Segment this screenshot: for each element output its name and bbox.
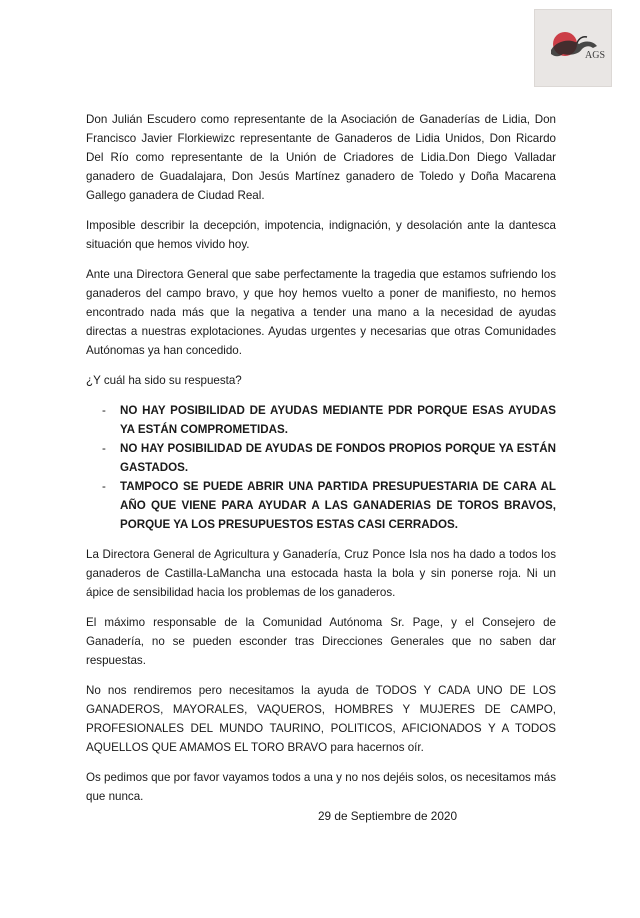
list-item-text: NO HAY POSIBILIDAD DE AYUDAS DE FONDOS PROPIOS PORQUE YA ESTÁN GASTADOS. (120, 442, 556, 474)
list-item-text: TAMPOCO SE PUEDE ABRIR UNA PARTIDA PRESUPUESTARIA DE CARA AL AÑO QUE VIENE PARA AYUDAR A LAS GANADERIAS DE TOROS BRAVOS, PORQUE YA LOS PRESUPUESTOS ESTAS CASI CERRADOS. (120, 480, 556, 531)
paragraph-closing: Os pedimos que por favor vayamos todos a una y no nos dejéis solos, os necesitamos más que nunca. (86, 771, 556, 803)
logo (534, 9, 612, 87)
paragraph-directora: La Directora General de Agricultura y Ganadería, Cruz Ponce Isla nos ha dado a todos los ganaderos de Castilla-LaMancha una estocada hasta la bola y sin ponerse roja. Ni un ápice de sensibilidad hacia los problemas de los ganaderos. (86, 548, 556, 599)
paragraph-disappointment: Imposible describir la decepción, impotencia, indignación, y desolación ante la dantesca situación que hemos vivido hoy. (86, 219, 556, 251)
paragraph-page: El máximo responsable de la Comunidad Autónoma Sr. Page, y el Consejero de Ganadería, no se pueden esconder tras Direcciones Generales que no saben dar respuestas. (86, 616, 556, 667)
letter-body (86, 110, 556, 817)
list-bullet: - (102, 480, 106, 493)
paragraph-intro: Don Julián Escudero como representante de la Asociación de Ganaderías de Lidia, Don Francisco Javier Florkiewizc representante de Ganaderos de Lidia Unidos, Don Ricardo Del Río como representante de la Unión de Criadores de Lidia.Don Diego Valladar ganadero de Guadalajara, Don Jesús Martínez ganadero de Toledo y Doña Macarena Gallego ganadera de Ciudad Real. (86, 113, 556, 202)
letter-date: 29 de Septiembre de 2020 (318, 809, 458, 823)
bull-logo-icon (535, 10, 611, 86)
list-item (86, 439, 556, 477)
list-item-text: NO HAY POSIBILIDAD DE AYUDAS MEDIANTE PDR PORQUE ESAS AYUDAS YA ESTÁN COMPROMETIDAS. (120, 404, 556, 436)
list-bullet: - (102, 404, 106, 417)
paragraph-question: ¿Y cuál ha sido su respuesta? (86, 374, 242, 387)
list-bullet: - (102, 442, 106, 455)
logo-text: AGS (585, 50, 606, 61)
list-item (86, 401, 556, 439)
response-list (86, 401, 556, 534)
paragraph-appeal: No nos rendiremos pero necesitamos la ayuda de TODOS Y CADA UNO DE LOS GANADEROS, MAYORALES, VAQUEROS, HOMBRES Y MUJERES DE CAMPO, PROFESIONALES DEL MUNDO TAURINO, POLITICOS, AFICIONADOS Y A TODOS AQUELLOS QUE AMAMOS EL TORO BRAVO para hacernos oír. (86, 684, 556, 754)
list-item (86, 477, 556, 534)
paragraph-director: Ante una Directora General que sabe perfectamente la tragedia que estamos sufriendo los ganaderos del campo bravo, y que hoy hemos vuelto a poner de manifiesto, no hemos encontrado nada más que la negativa a tender una mano a la necesidad de ayudas directas a nuestras explotaciones. Ayudas urgentes y necesarias que otras Comunidades Autónomas ya han concedido. (86, 268, 556, 357)
